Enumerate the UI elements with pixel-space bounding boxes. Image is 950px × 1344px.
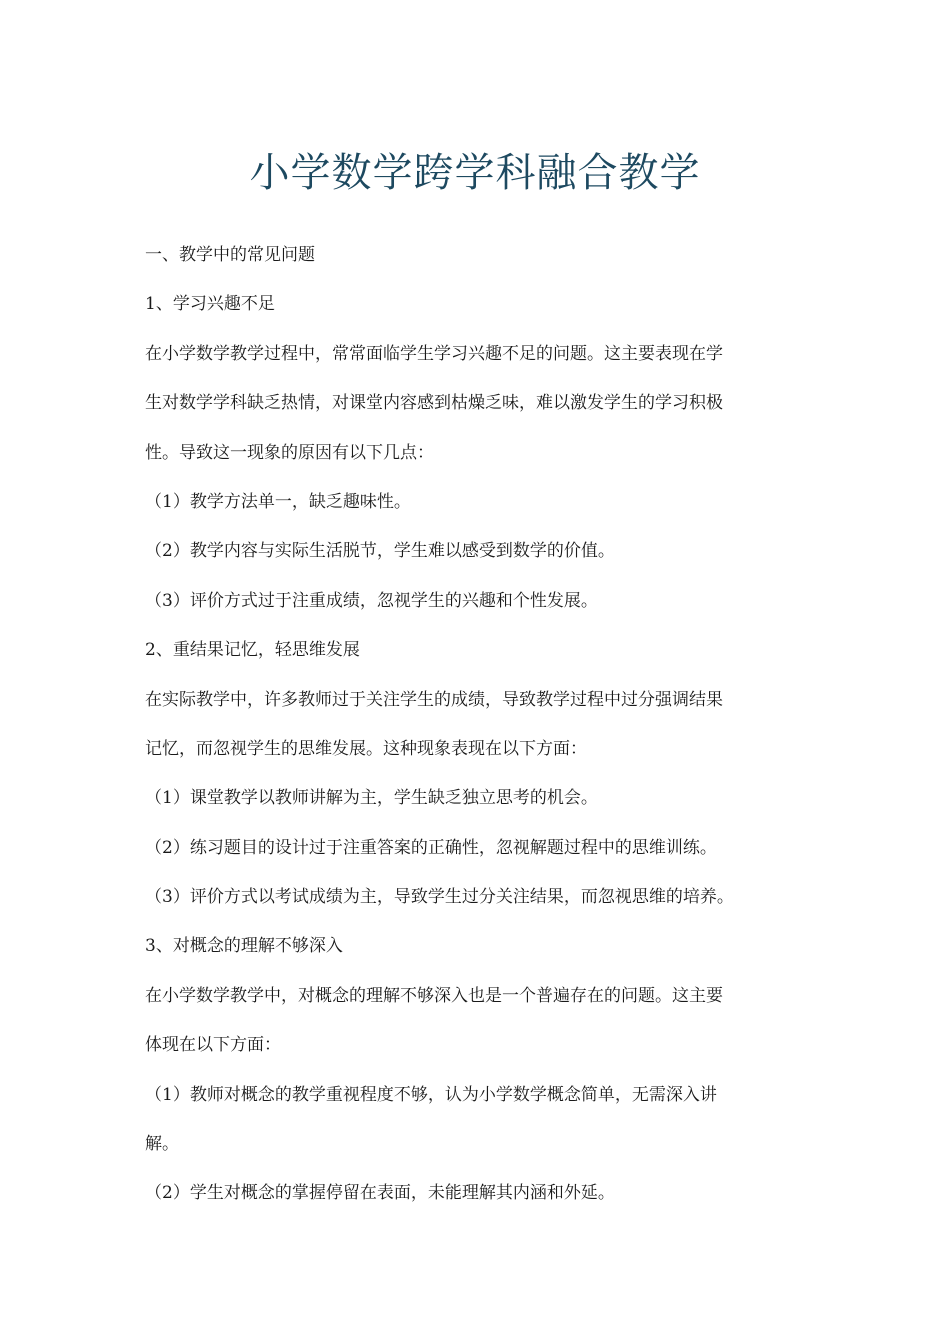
list-item: （3）评价方式过于注重成绩，忽视学生的兴趣和个性发展。	[145, 590, 598, 611]
list-item: （2）练习题目的设计过于注重答案的正确性，忽视解题过程中的思维训练。	[145, 837, 717, 858]
subsection-heading: 1、学习兴趣不足	[145, 294, 275, 315]
paragraph-line: 在实际教学中，许多教师过于关注学生的成绩，导致教学过程中过分强调结果	[145, 689, 723, 710]
subsection-heading: 2、重结果记忆，轻思维发展	[145, 640, 360, 661]
paragraph-line: 在小学数学教学过程中，常常面临学生学习兴趣不足的问题。这主要表现在学	[145, 343, 723, 364]
list-item: （1）教学方法单一，缺乏趣味性。	[145, 491, 411, 512]
paragraph-line: 记忆，而忽视学生的思维发展。这种现象表现在以下方面：	[145, 738, 587, 759]
list-item: 解。	[145, 1134, 179, 1155]
paragraph-line: 在小学数学教学中，对概念的理解不够深入也是一个普遍存在的问题。这主要	[145, 985, 723, 1006]
document-title: 小学数学跨学科融合教学	[249, 150, 701, 196]
paragraph-line: 性。导致这一现象的原因有以下几点：	[145, 442, 434, 463]
list-item: （3）评价方式以考试成绩为主，导致学生过分关注结果，而忽视思维的培养。	[145, 887, 734, 908]
subsection-heading: 3、对概念的理解不够深入	[145, 936, 343, 957]
list-item: （2）教学内容与实际生活脱节，学生难以感受到数学的价值。	[145, 541, 615, 562]
section-heading: 一、教学中的常见问题	[145, 245, 315, 265]
list-item: （2）学生对概念的掌握停留在表面，未能理解其内涵和外延。	[145, 1183, 615, 1204]
paragraph-line: 体现在以下方面：	[145, 1035, 281, 1056]
paragraph-line: 生对数学学科缺乏热情，对课堂内容感到枯燥乏味，难以激发学生的学习积极	[145, 393, 723, 414]
list-item: （1）课堂教学以教师讲解为主，学生缺乏独立思考的机会。	[145, 788, 598, 809]
list-item: （1）教师对概念的教学重视程度不够，认为小学数学概念简单，无需深入讲	[145, 1084, 717, 1105]
document-body	[145, 231, 810, 1219]
